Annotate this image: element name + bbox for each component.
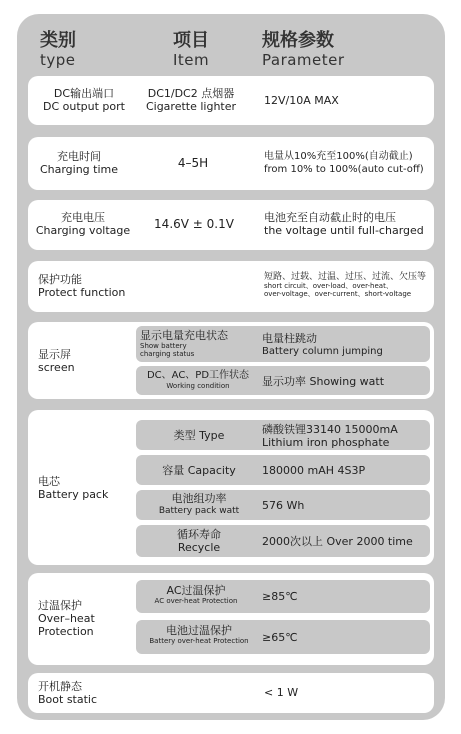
- screen-r1-value: [262, 332, 383, 358]
- screen-type-en: screen: [38, 361, 75, 374]
- charging-time-type-en: Charging time: [39, 163, 119, 176]
- battery-subrow-capacity: [136, 455, 430, 485]
- charging-time-type-zh: 充电时间: [57, 150, 101, 163]
- header-type-zh: 类别: [40, 30, 76, 51]
- row-charging-time: [28, 137, 434, 190]
- header-parameter-zh: 规格参数: [262, 30, 334, 51]
- dc-value: 12V/10A MAX: [264, 94, 339, 107]
- row-screen: [28, 322, 434, 399]
- screen-r2-item-zh: DC、AC、PD工作状态: [146, 370, 250, 381]
- battery-r4-item: [140, 528, 258, 554]
- screen-r1-value-en: Battery column jumping: [262, 346, 383, 357]
- battery-r4-item-zh: 循环寿命: [177, 528, 221, 541]
- overheat-subrow-battery: [136, 620, 430, 654]
- dc-item: [136, 87, 246, 113]
- overheat-r2-value: ≥65℃: [262, 631, 298, 644]
- row-charging-voltage: [28, 200, 434, 250]
- protect-type-en: Protect function: [38, 286, 126, 299]
- row-protect: [28, 261, 434, 312]
- overheat-r1-item-en: AC over-heat Protection: [154, 597, 238, 605]
- battery-r3-value: 576 Wh: [262, 499, 305, 512]
- dc-type-en: DC output port: [43, 100, 125, 113]
- overheat-r2-item-zh: 电池过温保护: [166, 624, 232, 637]
- battery-r3-item-zh: 电池组功率: [171, 492, 227, 505]
- battery-r2-item: 容量 Capacity: [162, 464, 236, 477]
- charging-voltage-item: 14.6V ± 0.1V: [154, 217, 234, 231]
- header-item: [173, 31, 209, 69]
- row-boot-static: [28, 673, 434, 713]
- protect-value-en1: short circuit、over-load、over-heat、: [264, 282, 393, 290]
- screen-subrow-2: [136, 366, 430, 395]
- boot-value: < 1 W: [264, 686, 299, 699]
- battery-r4-value: 2000次以上 Over 2000 time: [262, 535, 413, 548]
- row-overheat: [28, 573, 434, 665]
- overheat-r1-item-zh: AC过温保护: [166, 584, 226, 597]
- battery-r4-item-en: Recycle: [177, 541, 221, 554]
- dc-item-zh: DC1/DC2 点烟器: [147, 87, 235, 100]
- screen-r1-item-en2: charging status: [140, 350, 195, 358]
- overheat-r2-item: [138, 624, 260, 645]
- dc-item-en: Cigarette lighter: [145, 100, 237, 113]
- protect-value: [264, 272, 426, 298]
- protect-type: [38, 273, 125, 299]
- header-parameter: [262, 31, 345, 69]
- battery-subrow-watt: [136, 490, 430, 520]
- protect-type-zh: 保护功能: [38, 273, 82, 286]
- charging-time-value-en: from 10% to 100%(auto cut-off): [264, 164, 424, 175]
- battery-r1-value2: Lithium iron phosphate: [262, 436, 390, 449]
- header-parameter-en: Parameter: [262, 51, 345, 69]
- row-battery: [28, 410, 434, 565]
- boot-type-zh: 开机静态: [38, 680, 82, 693]
- screen-r1-item: [140, 329, 228, 358]
- screen-subrow-1: [136, 326, 430, 362]
- header-type-en: type: [40, 51, 76, 69]
- screen-type-zh: 显示屏: [38, 348, 71, 361]
- charging-time-type: [34, 150, 124, 176]
- screen-type: [38, 348, 75, 374]
- screen-r1-value-zh: 电量柱跳动: [262, 332, 317, 345]
- protect-value-en2: over-voltage、over-current、short-voltage: [264, 290, 412, 298]
- battery-r3-item-en: Battery pack watt: [158, 506, 240, 516]
- charging-time-item: 4–5H: [177, 156, 209, 170]
- battery-type-zh: 电芯: [38, 475, 60, 488]
- boot-type: [38, 680, 97, 706]
- header-item-zh: 项目: [173, 30, 209, 51]
- charging-time-value: [264, 150, 424, 176]
- header-item-en: Item: [173, 51, 210, 69]
- battery-r2-value: 180000 mAH 4S3P: [262, 464, 366, 477]
- battery-r1-value1: 磷酸铁锂33140 15000mA: [262, 423, 398, 436]
- overheat-type-zh: 过温保护: [38, 599, 82, 612]
- charging-voltage-value-en: the voltage until full-charged: [264, 224, 424, 237]
- dc-type-zh: DC输出端口: [53, 87, 115, 100]
- overheat-subrow-ac: [136, 580, 430, 613]
- boot-type-en: Boot static: [38, 693, 98, 706]
- overheat-r2-item-en: Battery over-heat Protection: [149, 637, 249, 645]
- battery-type: [38, 475, 108, 501]
- charging-time-value-zh: 电量从10%充至100%(自动截止): [264, 151, 413, 162]
- overheat-type: [38, 599, 95, 638]
- battery-r3-item: [140, 492, 258, 518]
- protect-value-zh: 短路、过载、过温、过压、过流、欠压等: [264, 272, 427, 282]
- overheat-r1-item: [138, 584, 254, 605]
- overheat-r1-value: ≥85℃: [262, 590, 298, 603]
- row-dc-output: [28, 76, 434, 125]
- screen-r2-item: [140, 369, 256, 390]
- battery-r1-value: [262, 423, 398, 449]
- battery-r1-item: 类型 Type: [173, 429, 225, 442]
- charging-voltage-value: [264, 211, 424, 237]
- charging-voltage-value-zh: 电池充至自动截止时的电压: [264, 211, 396, 224]
- screen-r2-item-en: Working condition: [166, 382, 230, 390]
- battery-type-en: Battery pack: [38, 488, 109, 501]
- charging-voltage-type: [28, 211, 138, 237]
- screen-r2-value: 显示功率 Showing watt: [262, 375, 385, 388]
- dc-type: [34, 87, 134, 113]
- screen-r1-item-zh: 显示电量充电状态: [140, 329, 228, 342]
- overheat-type-en2: Protection: [38, 625, 94, 638]
- overheat-type-en1: Over–heat: [38, 612, 95, 625]
- charging-voltage-type-en: Charging voltage: [35, 224, 131, 237]
- screen-r1-item-en1: Show battery: [140, 342, 187, 350]
- battery-subrow-type: [136, 420, 430, 450]
- header-type: [40, 31, 76, 69]
- battery-subrow-recycle: [136, 525, 430, 557]
- charging-voltage-type-zh: 充电电压: [61, 211, 105, 224]
